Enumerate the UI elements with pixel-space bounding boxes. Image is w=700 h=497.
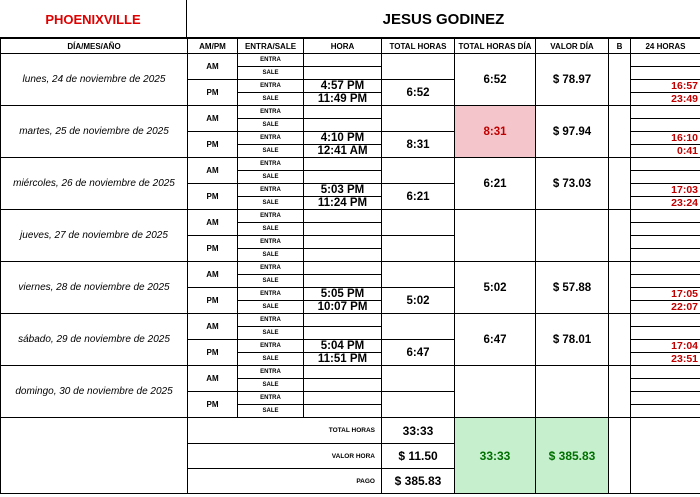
am-in-time — [304, 210, 382, 223]
sale-label: SALE — [238, 119, 304, 132]
valor-dia: $ 57.88 — [536, 262, 609, 314]
h24-pm-in — [631, 392, 700, 405]
h24-am-in — [631, 54, 700, 67]
h24-am-out — [631, 223, 700, 236]
h24-am-out — [631, 119, 700, 132]
summary-b-blank — [609, 418, 631, 494]
summary-row-total-horas — [1, 418, 700, 444]
total-horas-dia: 5:02 — [455, 262, 536, 314]
col-ampm-header: AM/PM — [188, 39, 238, 54]
entra-label: ENTRA — [238, 392, 304, 405]
col-date-header: DÍA/MES/AÑO — [1, 39, 188, 54]
valor-hora-value: $ 11.50 — [382, 444, 455, 469]
total-horas-blank — [382, 314, 455, 340]
total-horas-value: 33:33 — [382, 418, 455, 444]
summary-block — [1, 418, 700, 494]
total-horas-blank — [382, 106, 455, 132]
h24-pm-in: 17:04 — [631, 340, 700, 353]
am-label: AM — [188, 158, 238, 184]
h24-am-out — [631, 327, 700, 340]
day-subrow — [1, 54, 700, 67]
total-horas-label: TOTAL HORAS — [188, 418, 382, 444]
b-cell — [609, 106, 631, 158]
pm-in-time: 4:57 PM — [304, 80, 382, 93]
pago-label: PAGO — [188, 469, 382, 494]
am-out-time — [304, 119, 382, 132]
company-name: PHOENIXVILLE — [0, 0, 187, 38]
valor-dia: $ 78.01 — [536, 314, 609, 366]
sale-label: SALE — [238, 67, 304, 80]
total-horas-blank — [382, 366, 455, 392]
pm-out-time: 11:51 PM — [304, 353, 382, 366]
b-cell — [609, 314, 631, 366]
h24-pm-in: 17:03 — [631, 184, 700, 197]
pm-label: PM — [188, 184, 238, 210]
entra-label: ENTRA — [238, 132, 304, 145]
am-in-time — [304, 366, 382, 379]
h24-am-in — [631, 106, 700, 119]
am-label: AM — [188, 314, 238, 340]
pm-in-time: 4:10 PM — [304, 132, 382, 145]
total-horas — [382, 236, 455, 262]
day-date: miércoles, 26 de noviembre de 2025 — [1, 158, 188, 210]
sale-label: SALE — [238, 327, 304, 340]
total-horas-dia-sum: 33:33 — [455, 418, 536, 494]
entra-label: ENTRA — [238, 314, 304, 327]
sale-label: SALE — [238, 171, 304, 184]
h24-am-in — [631, 314, 700, 327]
pm-out-time: 12:41 AM — [304, 145, 382, 158]
h24-pm-in: 17:05 — [631, 288, 700, 301]
col-total-horas-dia-header: TOTAL HORAS DÍA — [455, 39, 536, 54]
h24-am-out — [631, 379, 700, 392]
sale-label: SALE — [238, 275, 304, 288]
total-horas-blank — [382, 54, 455, 80]
pm-label: PM — [188, 340, 238, 366]
column-header-row — [1, 39, 700, 54]
pm-label: PM — [188, 392, 238, 418]
sheet-header — [0, 0, 700, 38]
sale-label: SALE — [238, 301, 304, 314]
day-subrow — [1, 210, 700, 223]
am-out-time — [304, 379, 382, 392]
h24-pm-in: 16:57 — [631, 80, 700, 93]
sale-label: SALE — [238, 197, 304, 210]
am-in-time — [304, 54, 382, 67]
day-rows — [1, 54, 700, 418]
total-horas-dia: 6:52 — [455, 54, 536, 106]
total-horas-dia: 6:47 — [455, 314, 536, 366]
total-horas: 6:21 — [382, 184, 455, 210]
am-in-time — [304, 158, 382, 171]
timesheet-table — [0, 38, 700, 494]
h24-am-out — [631, 67, 700, 80]
sale-label: SALE — [238, 249, 304, 262]
pm-out-time — [304, 249, 382, 262]
total-horas-dia: 6:21 — [455, 158, 536, 210]
h24-am-in — [631, 210, 700, 223]
valor-dia: $ 78.97 — [536, 54, 609, 106]
pm-in-time: 5:03 PM — [304, 184, 382, 197]
h24-pm-out: 23:51 — [631, 353, 700, 366]
pm-label: PM — [188, 132, 238, 158]
valor-dia-sum: $ 385.83 — [536, 418, 609, 494]
entra-label: ENTRA — [238, 366, 304, 379]
pm-in-time — [304, 392, 382, 405]
entra-label: ENTRA — [238, 80, 304, 93]
entra-label: ENTRA — [238, 288, 304, 301]
am-in-time — [304, 262, 382, 275]
day-date: viernes, 28 de noviembre de 2025 — [1, 262, 188, 314]
total-horas: 8:31 — [382, 132, 455, 158]
am-label: AM — [188, 210, 238, 236]
h24-am-out — [631, 171, 700, 184]
am-in-time — [304, 314, 382, 327]
valor-hora-label: VALOR HORA — [188, 444, 382, 469]
pm-label: PM — [188, 288, 238, 314]
col-b-header: B — [609, 39, 631, 54]
sale-label: SALE — [238, 223, 304, 236]
am-out-time — [304, 327, 382, 340]
total-horas-blank — [382, 262, 455, 288]
h24-pm-in: 16:10 — [631, 132, 700, 145]
b-cell — [609, 366, 631, 418]
total-horas-blank — [382, 158, 455, 184]
am-label: AM — [188, 366, 238, 392]
pm-out-time: 11:49 PM — [304, 93, 382, 106]
day-date: domingo, 30 de noviembre de 2025 — [1, 366, 188, 418]
b-cell — [609, 54, 631, 106]
sale-label: SALE — [238, 405, 304, 418]
am-out-time — [304, 275, 382, 288]
b-cell — [609, 158, 631, 210]
day-subrow — [1, 366, 700, 379]
am-label: AM — [188, 54, 238, 80]
total-horas: 5:02 — [382, 288, 455, 314]
h24-pm-out: 0:41 — [631, 145, 700, 158]
entra-label: ENTRA — [238, 340, 304, 353]
pm-in-time: 5:05 PM — [304, 288, 382, 301]
h24-am-out — [631, 275, 700, 288]
valor-dia: $ 97.94 — [536, 106, 609, 158]
entra-label: ENTRA — [238, 210, 304, 223]
day-date: sábado, 29 de noviembre de 2025 — [1, 314, 188, 366]
total-horas-dia: 8:31 — [455, 106, 536, 158]
h24-am-in — [631, 262, 700, 275]
col-hora-header: HORA — [304, 39, 382, 54]
col-total-horas-header: TOTAL HORAS — [382, 39, 455, 54]
pm-label: PM — [188, 236, 238, 262]
sale-label: SALE — [238, 93, 304, 106]
entra-label: ENTRA — [238, 54, 304, 67]
entra-label: ENTRA — [238, 106, 304, 119]
col-entrada-sale-header: ENTRA/SALE — [238, 39, 304, 54]
employee-name: JESUS GODINEZ — [382, 10, 505, 28]
entra-label: ENTRA — [238, 262, 304, 275]
sale-label: SALE — [238, 379, 304, 392]
sale-label: SALE — [238, 353, 304, 366]
b-cell — [609, 262, 631, 314]
valor-dia — [536, 210, 609, 262]
day-date: lunes, 24 de noviembre de 2025 — [1, 54, 188, 106]
h24-pm-out: 22:07 — [631, 301, 700, 314]
total-horas-dia — [455, 210, 536, 262]
pm-out-time — [304, 405, 382, 418]
day-subrow — [1, 314, 700, 327]
summary-blank — [1, 418, 188, 494]
h24-pm-in — [631, 236, 700, 249]
total-horas — [382, 392, 455, 418]
day-subrow — [1, 262, 700, 275]
total-horas: 6:52 — [382, 80, 455, 106]
entra-label: ENTRA — [238, 158, 304, 171]
col-valor-dia-header: VALOR DÍA — [536, 39, 609, 54]
h24-pm-out — [631, 405, 700, 418]
h24-am-in — [631, 366, 700, 379]
day-subrow — [1, 106, 700, 119]
day-subrow — [1, 158, 700, 171]
am-out-time — [304, 171, 382, 184]
am-label: AM — [188, 106, 238, 132]
total-horas-dia — [455, 366, 536, 418]
am-in-time — [304, 106, 382, 119]
col-24h-header: 24 HORAS — [631, 39, 700, 54]
pm-in-time — [304, 236, 382, 249]
valor-dia: $ 73.03 — [536, 158, 609, 210]
pm-in-time: 5:04 PM — [304, 340, 382, 353]
pm-out-time: 10:07 PM — [304, 301, 382, 314]
h24-pm-out — [631, 249, 700, 262]
sale-label: SALE — [238, 145, 304, 158]
valor-dia — [536, 366, 609, 418]
summary-24h-blank — [631, 418, 700, 494]
am-label: AM — [188, 262, 238, 288]
entra-label: ENTRA — [238, 236, 304, 249]
total-horas-blank — [382, 210, 455, 236]
b-cell — [609, 210, 631, 262]
am-out-time — [304, 223, 382, 236]
day-date: martes, 25 de noviembre de 2025 — [1, 106, 188, 158]
h24-pm-out: 23:49 — [631, 93, 700, 106]
pm-label: PM — [188, 80, 238, 106]
pago-value: $ 385.83 — [382, 469, 455, 494]
entra-label: ENTRA — [238, 184, 304, 197]
total-horas: 6:47 — [382, 340, 455, 366]
day-date: jueves, 27 de noviembre de 2025 — [1, 210, 188, 262]
pm-out-time: 11:24 PM — [304, 197, 382, 210]
h24-am-in — [631, 158, 700, 171]
am-out-time — [304, 67, 382, 80]
h24-pm-out: 23:24 — [631, 197, 700, 210]
